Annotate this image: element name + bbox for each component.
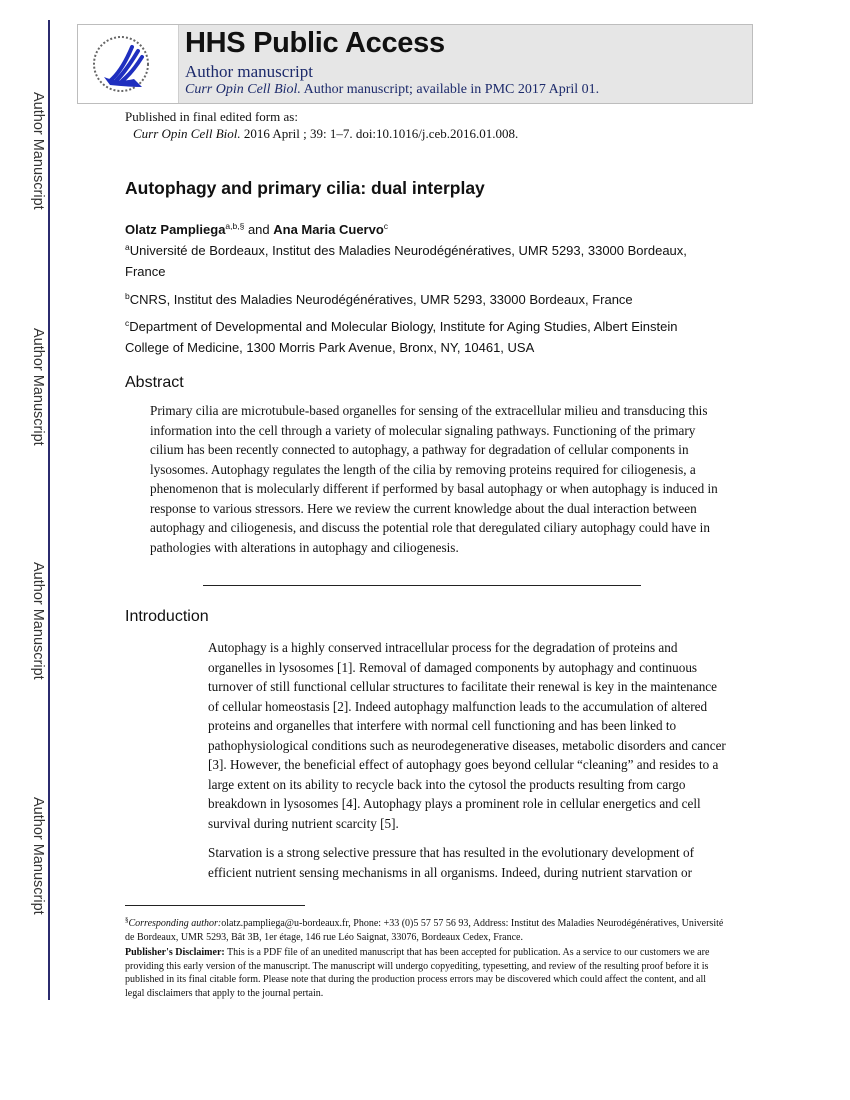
hhs-header xyxy=(77,24,753,104)
introduction-heading: Introduction xyxy=(125,608,209,625)
affiliation xyxy=(125,316,725,358)
affiliation xyxy=(125,289,725,310)
affiliation-marker: b xyxy=(125,291,130,301)
header-band xyxy=(179,25,752,103)
author-name: Olatz Pampliega xyxy=(125,222,226,237)
paragraph: Starvation is a strong selective pressure that has resulted in the evolutionary development of efficient nutrient sensing mechanisms in all organisms. Indeed, during nutrient starvation or xyxy=(208,845,694,880)
disclaimer-text: This is a PDF file of an unedited manuscript that has been accepted for publication. As a service to our customers we are providing this early version of the manuscript. The manuscript will undergo copyediting, typesetting, and review of the resulting proof before it is published in its final citable form. Please note that during the production process errors may be discovered which could affect the content, and all legal disclaimers that apply to the journal pertain. xyxy=(125,947,710,999)
hhs-public-access-title: HHS Public Access xyxy=(185,27,445,59)
publisher-disclaimer xyxy=(125,946,725,1000)
affiliation-text: Department of Developmental and Molecular Biology, Institute for Aging Studies, Albert Einstein College of Medicine, 1300 Morris Park Avenue, Bronx, NY, 10461, USA xyxy=(125,319,678,355)
corresponding-author-footnote xyxy=(125,917,725,944)
journal-name: Curr Opin Cell Biol. xyxy=(133,126,241,141)
affiliation-text: CNRS, Institut des Maladies Neurodégénératives, UMR 5293, 33000 Bordeaux, France xyxy=(129,292,633,307)
authors-joiner: and xyxy=(244,222,274,237)
margin-rule xyxy=(48,20,50,1000)
side-label-author-manuscript: Author Manuscript xyxy=(30,797,46,915)
introduction-body xyxy=(208,638,728,892)
affiliation xyxy=(125,240,725,282)
citation-text: 2016 April ; 39: 1–7. doi:10.1016/j.ceb.2016.01.008. xyxy=(240,126,519,141)
side-label-author-manuscript: Author Manuscript xyxy=(30,328,46,446)
affiliation-marker: c xyxy=(125,318,130,328)
side-label-author-manuscript: Author Manuscript xyxy=(30,92,46,210)
article-title: Autophagy and primary cilia: dual interplay xyxy=(125,178,485,198)
hhs-logo xyxy=(78,25,179,103)
availability-line xyxy=(185,82,599,98)
abstract-divider xyxy=(203,585,641,586)
journal-name: Curr Opin Cell Biol. xyxy=(185,82,301,97)
availability-text: Author manuscript; available in PMC 2017 April 01. xyxy=(300,82,600,97)
disclaimer-label: Publisher's Disclaimer: xyxy=(125,947,225,958)
affiliation-text: Université de Bordeaux, Institut des Maladies Neurodégénératives, UMR 5293, 33000 Bordeaux, France xyxy=(125,243,687,279)
author-manuscript-label: Author manuscript xyxy=(185,62,313,81)
corresponding-label: Corresponding author: xyxy=(128,918,222,929)
paragraph: Autophagy is a highly conserved intracellular process for the degradation of proteins and organelles in lysosomes [1]. Removal of damaged components by autophagy and continuous turnover of still functional cellular structures to facilitate their renewal is key in the maintenance of cellular homeostasis [2]. Indeed autophagy malfunction leads to the accumulation of altered proteins and organelles that interfere with normal cell functioning and has been linked to pathophysiological conditions such as neurodegenerative diseases, metabolic disorders and cancer [3]. However, the beneficial effect of autophagy goes beyond cellular “cleaning” and resides to a large extent on its ability to recycle back into the cytosol the products resulting from cargo breakdown in lysosomes [4]. Autophagy plays a prominent role in cellular energetics and cell survival during nutrient scarcity [5]. xyxy=(208,640,726,831)
footnote-marker: § xyxy=(125,916,129,924)
author-affiliation-marker: a,b,§ xyxy=(225,221,245,231)
abstract-heading: Abstract xyxy=(125,374,184,391)
footnote-divider xyxy=(125,905,305,906)
published-label: Published in final edited form as: xyxy=(125,109,298,124)
affiliation-marker: a xyxy=(125,242,130,252)
hhs-eagle-seal-icon xyxy=(88,31,160,97)
corresponding-text: olatz.pampliega@u-bordeaux.fr, Phone: +33 (0)5 57 57 56 93, Address: Institut des Maladies Neurodégénératives, Université de Bordeaux, UMR 5293, Bât 3B, 1er étage, 146 rue Léo Saignat, 33076, Bordeaux Cedex, France. xyxy=(125,918,724,943)
side-label-author-manuscript: Author Manuscript xyxy=(30,562,46,680)
author-affiliation-marker: c xyxy=(383,221,389,231)
author-list xyxy=(125,222,388,237)
abstract-text: Primary cilia are microtubule-based organelles for sensing of the extracellular milieu and transducing this information into the cell through a variety of molecular signaling pathways. Functioning of the primary cilium has been recently connected to autophagy, a pathway for degradation of cellular components in lysosomes. Autophagy regulates the length of the cilia by removing proteins required for ciliogenesis, a phenomenon that is molecularly different if performed by basal autophagy or when autophagy is induced in response to various stressors. Here we review the current knowledge about the dual interaction between autophagy and ciliogenesis, and discuss the potential role that deregulated ciliary autophagy could have in pathologies with alterations in autophagy and ciliogenesis. xyxy=(150,403,718,555)
citation-line xyxy=(133,126,518,142)
author-name: Ana Maria Cuervo xyxy=(273,222,384,237)
